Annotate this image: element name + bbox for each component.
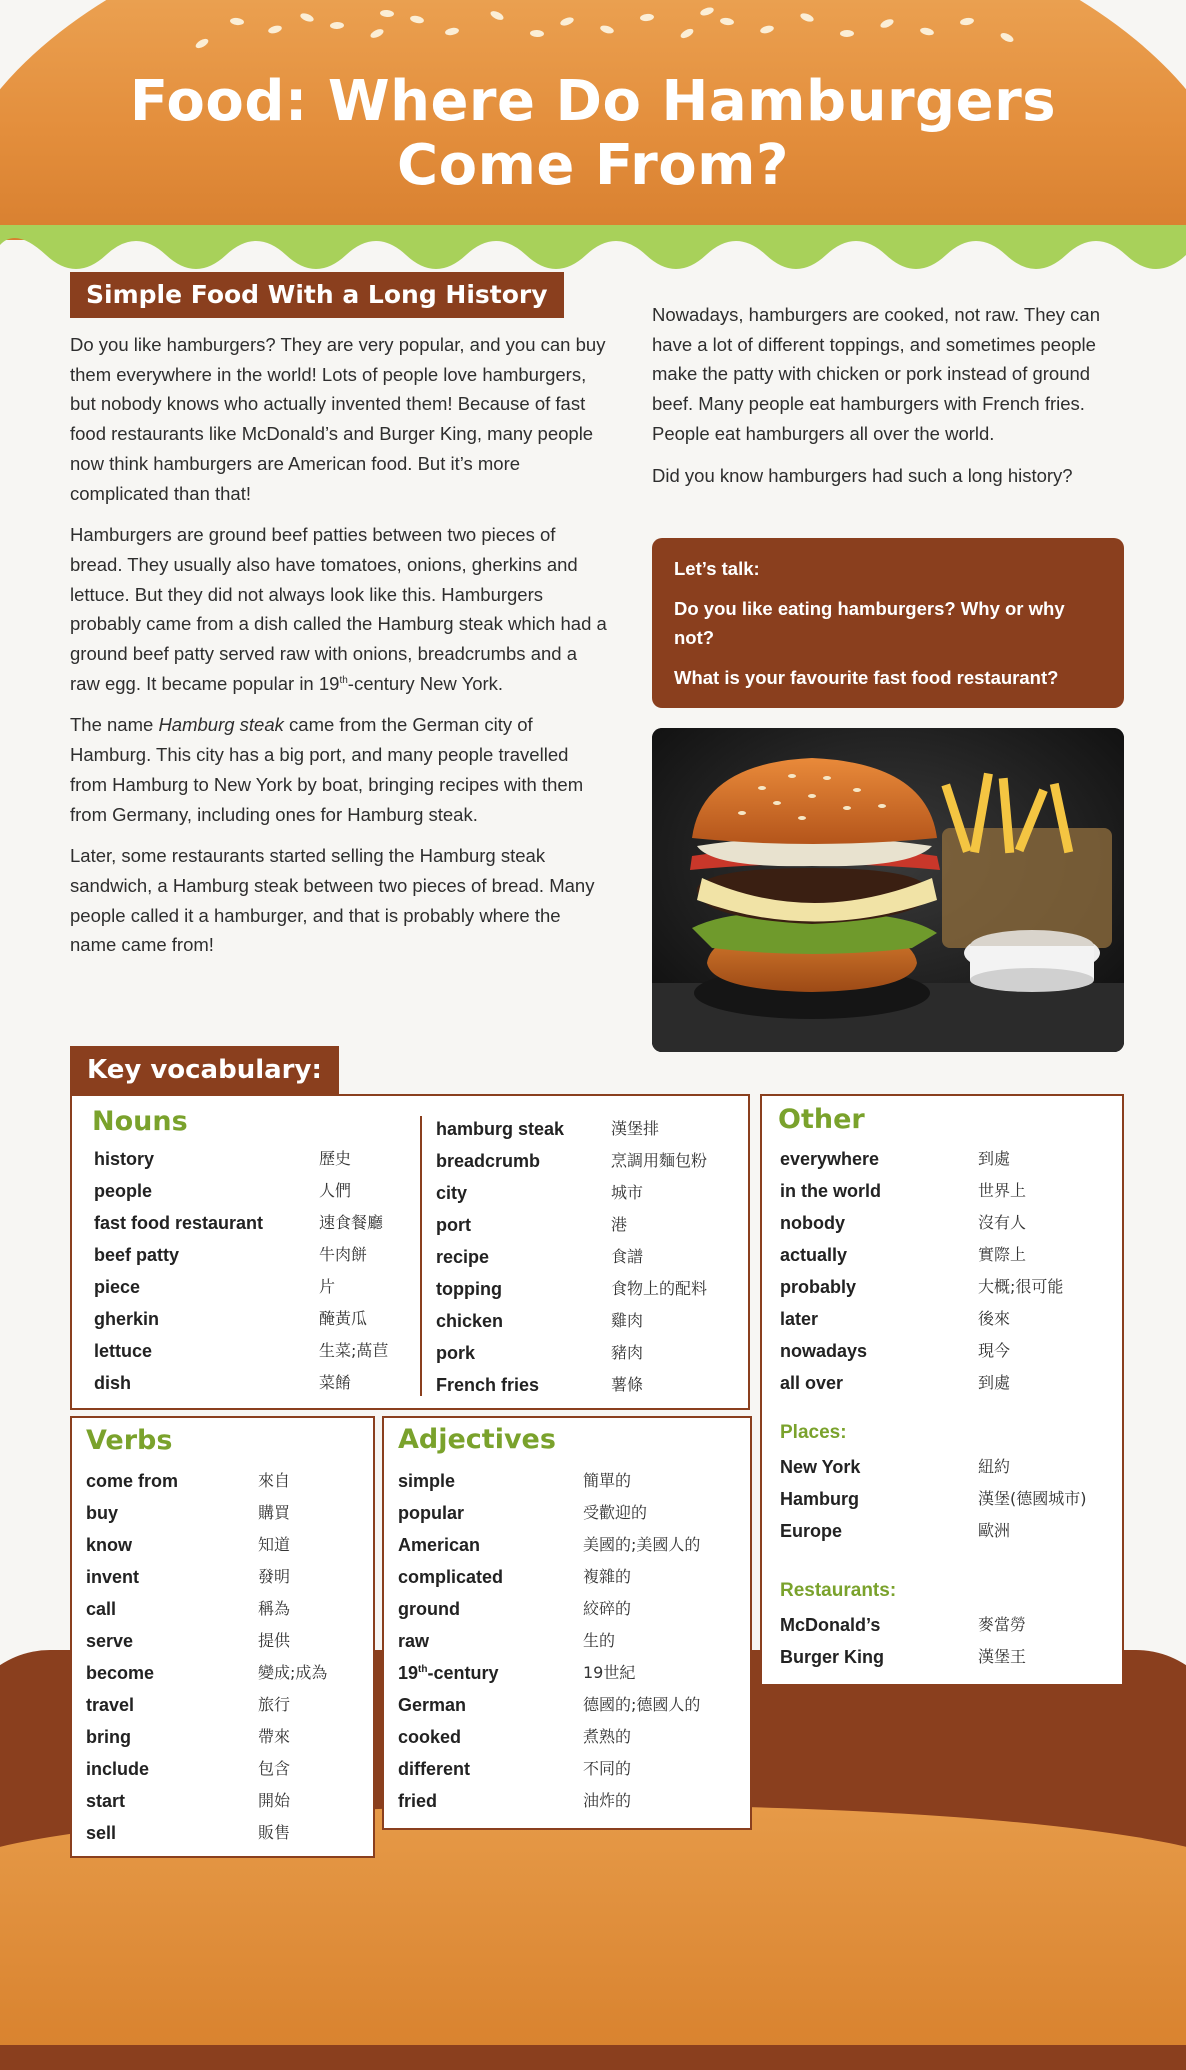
adjective-term: ground: [398, 1599, 460, 1619]
page-title: [0, 70, 1186, 198]
verb-term: know: [86, 1535, 133, 1555]
verb-row: [86, 1532, 408, 1558]
verb-term: bring: [86, 1727, 131, 1747]
noun-translation: 菜餚: [319, 1373, 352, 1392]
adjective-row: [398, 1788, 733, 1814]
noun-translation: 生菜;萵苣: [319, 1341, 389, 1360]
places-heading: Places:: [780, 1422, 847, 1443]
adjective-row: [398, 1500, 733, 1526]
noun-row: [94, 1370, 469, 1396]
place-row: [780, 1518, 1128, 1544]
other-box: [760, 1094, 1124, 1686]
other-row: [780, 1210, 1128, 1236]
place-term: New York: [780, 1457, 861, 1477]
adjective-term: 19th-century: [398, 1663, 499, 1683]
verb-term: buy: [86, 1503, 119, 1523]
other-row: [780, 1178, 1128, 1204]
other-row: [780, 1274, 1128, 1300]
noun-row: [94, 1306, 469, 1332]
other-translation: 後來: [978, 1309, 1011, 1328]
other-translation: 實際上: [978, 1245, 1027, 1264]
hamburger-illustration: [652, 728, 1124, 1052]
noun-row: [436, 1148, 761, 1174]
noun-translation: 片: [319, 1277, 336, 1296]
verbs-box: [70, 1416, 375, 1858]
other-translation: 大概;很可能: [978, 1277, 1064, 1296]
noun-translation: 牛肉餅: [319, 1245, 368, 1264]
adjective-row: [398, 1596, 733, 1622]
restaurant-row: [780, 1612, 1128, 1638]
noun-term: people: [94, 1181, 153, 1201]
noun-term: topping: [436, 1279, 502, 1299]
verb-row: [86, 1596, 408, 1622]
noun-term: chicken: [436, 1311, 504, 1331]
noun-translation: 城市: [611, 1183, 644, 1202]
verb-translation: 帶來: [258, 1727, 291, 1746]
noun-translation: 食物上的配料: [611, 1279, 708, 1298]
adjective-term: different: [398, 1759, 470, 1779]
other-row: [780, 1370, 1128, 1396]
noun-row: [436, 1340, 761, 1366]
noun-term: lettuce: [94, 1341, 153, 1361]
restaurant-row: [780, 1644, 1128, 1670]
adjective-translation: 德國的;德國人的: [583, 1695, 701, 1714]
paragraph-5: Nowadays, hamburgers are cooked, not raw. They can have a lot of different toppings, and sometimes people make the patty with chicken or pork instead of ground beef. Many people eat hamburgers with French fries. People eat hamburgers all over the world.: [652, 304, 1101, 444]
noun-row: [436, 1276, 761, 1302]
title-line-1: Food: Where Do Hamburgers: [129, 69, 1057, 134]
other-row: [780, 1338, 1128, 1364]
paragraph-4: Later, some restaurants started selling the Hamburg steak sandwich, a Hamburg steak between two pieces of bread. Many people called it a hamburger, and that is probably where the name came from!: [70, 845, 595, 956]
paragraph-1: Do you like hamburgers? They are very popular, and you can buy them everywhere in the world! Lots of people love hamburgers, but nobody knows who actually invented them! Because of fast food restaurants like McDonald’s and Burger King, many people now think hamburgers are American food. But it’s more complicated than that!: [70, 334, 606, 504]
noun-translation: 醃黃瓜: [319, 1309, 368, 1328]
adjective-translation: 生的: [583, 1631, 616, 1650]
lets-talk-heading: Let’s talk:: [674, 558, 760, 579]
other-term: all over: [780, 1373, 844, 1393]
noun-row: [94, 1274, 469, 1300]
verb-row: [86, 1692, 408, 1718]
other-row: [780, 1242, 1128, 1268]
verb-translation: 旅行: [258, 1695, 291, 1714]
verb-term: become: [86, 1663, 155, 1683]
verb-term: include: [86, 1759, 150, 1779]
article-right-column: [652, 300, 1132, 502]
noun-term: breadcrumb: [436, 1151, 541, 1171]
adjective-translation: 油炸的: [583, 1791, 632, 1810]
restaurants-heading: Restaurants:: [780, 1580, 897, 1601]
other-term: nobody: [780, 1213, 845, 1233]
noun-row: [94, 1242, 469, 1268]
lets-talk-question-1: Do you like eating hamburgers? Why or why not?: [674, 598, 1065, 648]
other-translation: 到處: [978, 1373, 1011, 1392]
other-term: probably: [780, 1277, 857, 1297]
noun-translation: 港: [611, 1215, 628, 1234]
noun-term: dish: [94, 1373, 132, 1393]
noun-translation: 薯條: [611, 1375, 644, 1394]
adjective-row: [398, 1756, 733, 1782]
adjective-row: [398, 1564, 733, 1590]
noun-term: beef patty: [94, 1245, 180, 1265]
adjective-term: fried: [398, 1791, 438, 1811]
other-term: actually: [780, 1245, 848, 1265]
noun-row: [436, 1180, 761, 1206]
noun-translation: 歷史: [319, 1149, 352, 1168]
adjective-term: simple: [398, 1471, 456, 1491]
verb-row: [86, 1756, 408, 1782]
restaurant-translation: 麥當勞: [978, 1615, 1027, 1634]
noun-row: [94, 1210, 469, 1236]
noun-term: gherkin: [94, 1309, 160, 1329]
restaurant-term: McDonald’s: [780, 1615, 881, 1635]
adjective-term: German: [398, 1695, 467, 1715]
key-vocabulary-heading: Key vocabulary:: [70, 1046, 339, 1094]
noun-row: [436, 1308, 761, 1334]
hamburger-photo: [652, 728, 1124, 1052]
verb-row: [86, 1564, 408, 1590]
verb-term: call: [86, 1599, 117, 1619]
adjective-translation: 受歡迎的: [583, 1503, 648, 1522]
adjective-term: American: [398, 1535, 481, 1555]
other-translation: 到處: [978, 1149, 1011, 1168]
verb-translation: 稱為: [258, 1599, 291, 1618]
adjective-row: [398, 1692, 733, 1718]
noun-term: city: [436, 1183, 468, 1203]
verb-translation: 知道: [258, 1535, 291, 1554]
adjective-row: [398, 1468, 733, 1494]
adjective-translation: 簡單的: [583, 1471, 632, 1490]
other-translation: 現今: [978, 1341, 1011, 1360]
verb-term: invent: [86, 1567, 140, 1587]
verb-term: come from: [86, 1471, 179, 1491]
noun-row: [436, 1372, 761, 1398]
verb-translation: 販售: [258, 1823, 291, 1842]
place-row: [780, 1486, 1128, 1512]
verb-row: [86, 1724, 408, 1750]
verb-translation: 提供: [258, 1631, 291, 1650]
verb-term: sell: [86, 1823, 117, 1843]
verb-translation: 發明: [258, 1567, 291, 1586]
title-line-2: Come From?: [397, 133, 789, 198]
nouns-heading: Nouns: [92, 1106, 188, 1137]
adjective-translation: 19世紀: [583, 1663, 636, 1682]
noun-term: fast food restaurant: [94, 1213, 264, 1233]
place-term: Europe: [780, 1521, 843, 1541]
noun-translation: 食譜: [611, 1247, 644, 1266]
place-term: Hamburg: [780, 1489, 860, 1509]
verb-term: start: [86, 1791, 126, 1811]
lets-talk-question-2: What is your favourite fast food restaurant?: [674, 667, 1059, 688]
other-term: nowadays: [780, 1341, 868, 1361]
noun-row: [436, 1244, 761, 1270]
other-translation: 世界上: [978, 1181, 1027, 1200]
verb-term: travel: [86, 1695, 135, 1715]
noun-translation: 人們: [319, 1181, 352, 1200]
adjective-term: popular: [398, 1503, 464, 1523]
adjective-translation: 複雜的: [583, 1567, 632, 1586]
other-row: [780, 1146, 1128, 1172]
verb-translation: 開始: [258, 1791, 291, 1810]
paragraph-2: Hamburgers are ground beef patties between two pieces of bread. They usually also have tomatoes, onions, gherkins and lettuce. But they did not always look like this. Hamburgers probably came from a dish called the Hamburg steak which had a ground beef patty served raw with onions, breadcrumbs and a raw egg. It became popular in 19th-century New York.: [70, 524, 607, 694]
adjective-translation: 不同的: [583, 1759, 632, 1778]
verb-translation: 變成;成為: [258, 1663, 328, 1682]
adjective-translation: 美國的;美國人的: [583, 1535, 701, 1554]
other-heading: Other: [778, 1104, 865, 1135]
verb-translation: 來自: [258, 1471, 291, 1490]
place-translation: 紐約: [978, 1457, 1011, 1476]
verb-row: [86, 1788, 408, 1814]
adjective-row: [398, 1660, 733, 1686]
adjective-term: cooked: [398, 1727, 462, 1747]
verb-row: [86, 1468, 408, 1494]
noun-term: recipe: [436, 1247, 490, 1267]
adjective-term: raw: [398, 1631, 430, 1651]
noun-translation: 速食餐廳: [319, 1213, 384, 1232]
noun-translation: 漢堡排: [611, 1119, 660, 1138]
other-term: everywhere: [780, 1149, 880, 1169]
noun-term: port: [436, 1215, 471, 1235]
paragraph-3: The name Hamburg steak came from the German city of Hamburg. This city has a big port, and many people travelled from Hamburg to New York by boat, bringing recipes with them from Germany, including ones for Hamburg steak.: [70, 714, 584, 825]
verb-term: serve: [86, 1631, 134, 1651]
noun-term: history: [94, 1149, 155, 1169]
adjective-translation: 絞碎的: [583, 1599, 632, 1618]
noun-row: [436, 1116, 761, 1142]
adjectives-box: [382, 1416, 752, 1830]
noun-term: French fries: [436, 1375, 540, 1395]
other-row: [780, 1306, 1128, 1332]
verb-translation: 購買: [258, 1503, 291, 1522]
noun-term: piece: [94, 1277, 141, 1297]
nouns-box: [70, 1094, 750, 1410]
verbs-heading: Verbs: [86, 1425, 173, 1456]
noun-row: [94, 1146, 469, 1172]
verb-row: [86, 1660, 408, 1686]
adjective-row: [398, 1724, 733, 1750]
verb-translation: 包含: [258, 1759, 291, 1778]
verb-row: [86, 1500, 408, 1526]
other-term: in the world: [780, 1181, 881, 1201]
other-term: later: [780, 1309, 819, 1329]
noun-translation: 豬肉: [611, 1343, 644, 1362]
noun-term: hamburg steak: [436, 1119, 565, 1139]
article-left-column: [70, 330, 610, 972]
noun-row: [94, 1178, 469, 1204]
place-row: [780, 1454, 1128, 1480]
adjective-term: complicated: [398, 1567, 504, 1587]
adjectives-heading: Adjectives: [398, 1424, 556, 1455]
noun-translation: 雞肉: [611, 1311, 644, 1330]
restaurant-translation: 漢堡王: [978, 1647, 1027, 1666]
verb-row: [86, 1628, 408, 1654]
restaurant-term: Burger King: [780, 1647, 885, 1667]
other-translation: 沒有人: [978, 1213, 1027, 1232]
place-translation: 歐洲: [978, 1521, 1011, 1540]
paragraph-6: Did you know hamburgers had such a long history?: [652, 464, 1073, 486]
noun-row: [436, 1212, 761, 1238]
section-heading: Simple Food With a Long History: [70, 272, 564, 318]
noun-row: [94, 1338, 469, 1364]
noun-term: pork: [436, 1343, 476, 1363]
adjective-row: [398, 1628, 733, 1654]
adjective-translation: 煮熟的: [583, 1727, 632, 1746]
lets-talk-box: [652, 538, 1124, 708]
place-translation: 漢堡(德國城市): [978, 1489, 1087, 1508]
sesame-seed: [530, 30, 544, 38]
noun-translation: 烹調用麵包粉: [611, 1151, 708, 1170]
adjective-row: [398, 1532, 733, 1558]
verb-row: [86, 1820, 408, 1846]
